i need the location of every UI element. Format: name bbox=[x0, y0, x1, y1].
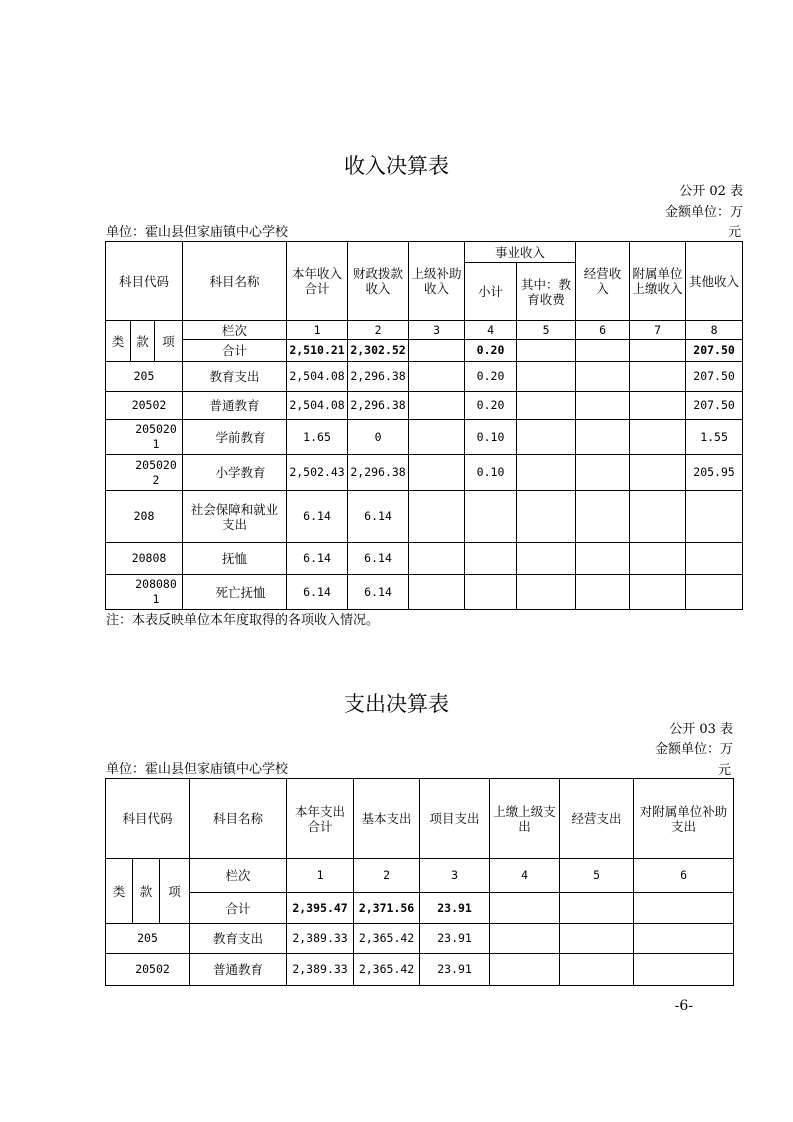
income-label-xiang: 项 bbox=[155, 321, 183, 362]
income-title: 收入决算表 bbox=[344, 154, 449, 178]
income-row-c4: 0.20 bbox=[465, 362, 517, 392]
income-row-code: 205 bbox=[106, 362, 183, 392]
income-row-c4 bbox=[465, 491, 517, 543]
expense-label-lei: 类 bbox=[106, 859, 133, 924]
expense-unit-label: 金额单位：万 bbox=[654, 742, 733, 757]
expense-row-name: 教育支出 bbox=[190, 924, 287, 954]
expense-row-code: 20502 bbox=[106, 954, 190, 986]
table-row bbox=[106, 420, 743, 455]
expense-title: 支出决算表 bbox=[344, 692, 449, 716]
income-row-code: 20502 bbox=[106, 392, 183, 420]
income-colnum: 2 bbox=[348, 321, 409, 340]
income-row-c8: 207.50 bbox=[686, 392, 743, 420]
expense-row-c3: 23.91 bbox=[420, 954, 490, 986]
income-total-row bbox=[106, 340, 743, 362]
income-row-c4: 0.10 bbox=[465, 420, 517, 455]
income-row-c1: 2,502.43 bbox=[287, 455, 348, 491]
expense-label-xiang: 项 bbox=[160, 859, 190, 924]
expense-row-c2: 2,365.42 bbox=[354, 924, 420, 954]
income-row-c1: 6.14 bbox=[287, 543, 348, 575]
table-row bbox=[106, 392, 743, 420]
table-row bbox=[106, 455, 743, 491]
income-header-other: 其他收入 bbox=[686, 242, 743, 321]
income-unit-label: 金额单位：万 bbox=[664, 205, 743, 220]
income-header-subtotal: 小计 bbox=[465, 263, 517, 321]
expense-header-operating: 经营支出 bbox=[560, 779, 634, 859]
income-total-c4: 0.20 bbox=[465, 340, 517, 362]
income-colnum-row bbox=[106, 321, 743, 340]
income-header-operating: 经营收入 bbox=[576, 242, 630, 321]
expense-form-no: 公开 03 表 bbox=[669, 722, 733, 737]
table-row bbox=[106, 362, 743, 392]
expense-row-code: 205 bbox=[106, 924, 190, 954]
income-table bbox=[105, 241, 743, 610]
expense-colnum: 5 bbox=[560, 859, 634, 893]
income-row-c8: 1.55 bbox=[686, 420, 743, 455]
income-row-c2: 6.14 bbox=[348, 575, 409, 610]
expense-colnum-row bbox=[106, 859, 734, 893]
income-row-name: 社会保障和就业支出 bbox=[183, 491, 287, 543]
income-header-name: 科目名称 bbox=[183, 242, 287, 321]
table-row bbox=[106, 924, 734, 954]
expense-row-c2: 2,365.42 bbox=[354, 954, 420, 986]
income-total-c1: 2,510.21 bbox=[287, 340, 348, 362]
income-row-c4 bbox=[465, 575, 517, 610]
income-row-c1: 1.65 bbox=[287, 420, 348, 455]
income-total-c8: 207.50 bbox=[686, 340, 743, 362]
expense-org: 单位：霍山县但家庙镇中心学校 bbox=[106, 762, 289, 777]
expense-total-row bbox=[106, 893, 734, 924]
table-row bbox=[106, 575, 743, 610]
income-row-c2: 6.14 bbox=[348, 491, 409, 543]
income-row-code: 2050201 bbox=[106, 420, 183, 455]
table-row bbox=[106, 543, 743, 575]
income-row-code: 2050202 bbox=[106, 455, 183, 491]
income-row-c4 bbox=[465, 543, 517, 575]
income-colnum: 7 bbox=[630, 321, 686, 340]
table-row bbox=[106, 491, 743, 543]
income-total-c2: 2,302.52 bbox=[348, 340, 409, 362]
expense-colnum: 3 bbox=[420, 859, 490, 893]
income-row-code: 2080801 bbox=[106, 575, 183, 610]
income-org: 单位：霍山县但家庙镇中心学校 bbox=[106, 225, 289, 240]
expense-colnum: 4 bbox=[490, 859, 560, 893]
expense-header-remit: 上缴上级支出 bbox=[490, 779, 560, 859]
income-row-c1: 6.14 bbox=[287, 575, 348, 610]
income-row-c8: 207.50 bbox=[686, 362, 743, 392]
page-number: -6- bbox=[674, 998, 693, 1014]
expense-label-kuan: 款 bbox=[133, 859, 160, 924]
income-header-row-1 bbox=[106, 242, 743, 263]
income-header-affiliated: 附属单位上缴收入 bbox=[630, 242, 686, 321]
income-row-name: 普通教育 bbox=[183, 392, 287, 420]
income-label-kuan: 款 bbox=[131, 321, 155, 362]
expense-total-c2: 2,371.56 bbox=[354, 893, 420, 924]
income-row-c2: 2,296.38 bbox=[348, 455, 409, 491]
expense-header-code: 科目代码 bbox=[106, 779, 190, 859]
expense-colnum: 1 bbox=[287, 859, 354, 893]
income-row-c4: 0.10 bbox=[465, 455, 517, 491]
table-row bbox=[106, 954, 734, 986]
income-total-label: 合计 bbox=[183, 340, 287, 362]
expense-header-name: 科目名称 bbox=[190, 779, 287, 859]
income-header-edu-fee: 其中：教育收费 bbox=[517, 263, 576, 321]
income-colnum: 5 bbox=[517, 321, 576, 340]
expense-label-lanci: 栏次 bbox=[190, 859, 287, 893]
income-row-c1: 6.14 bbox=[287, 491, 348, 543]
expense-row-c3: 23.91 bbox=[420, 924, 490, 954]
income-header-total: 本年收入合计 bbox=[287, 242, 348, 321]
expense-total-label: 合计 bbox=[190, 893, 287, 924]
income-row-code: 208 bbox=[106, 491, 183, 543]
expense-total-c1: 2,395.47 bbox=[287, 893, 354, 924]
income-colnum: 1 bbox=[287, 321, 348, 340]
income-row-c1: 2,504.08 bbox=[287, 362, 348, 392]
income-row-code: 20808 bbox=[106, 543, 183, 575]
income-unit-cont: 元 bbox=[727, 225, 741, 240]
income-colnum: 4 bbox=[465, 321, 517, 340]
expense-header-project: 项目支出 bbox=[420, 779, 490, 859]
expense-header-row bbox=[106, 779, 734, 859]
income-header-fiscal: 财政拨款收入 bbox=[348, 242, 409, 321]
income-label-lei: 类 bbox=[106, 321, 131, 362]
income-row-name: 死亡抚恤 bbox=[183, 575, 287, 610]
income-colnum: 3 bbox=[409, 321, 465, 340]
income-form-no: 公开 02 表 bbox=[679, 184, 743, 199]
income-row-name: 学前教育 bbox=[183, 420, 287, 455]
income-row-c8 bbox=[686, 575, 743, 610]
income-row-name: 教育支出 bbox=[183, 362, 287, 392]
income-row-c8 bbox=[686, 491, 743, 543]
income-note: 注：本表反映单位本年度取得的各项收入情况。 bbox=[106, 613, 380, 628]
income-row-c8: 205.95 bbox=[686, 455, 743, 491]
income-row-c2: 0 bbox=[348, 420, 409, 455]
expense-row-name: 普通教育 bbox=[190, 954, 287, 986]
income-row-c8 bbox=[686, 543, 743, 575]
expense-row-c1: 2,389.33 bbox=[287, 924, 354, 954]
income-row-name: 小学教育 bbox=[183, 455, 287, 491]
expense-colnum: 6 bbox=[634, 859, 734, 893]
expense-colnum: 2 bbox=[354, 859, 420, 893]
income-row-c4: 0.20 bbox=[465, 392, 517, 420]
income-row-c2: 6.14 bbox=[348, 543, 409, 575]
income-header-business: 事业收入 bbox=[465, 242, 576, 263]
expense-header-subsidy: 对附属单位补助支出 bbox=[634, 779, 734, 859]
income-colnum: 6 bbox=[576, 321, 630, 340]
expense-row-c1: 2,389.33 bbox=[287, 954, 354, 986]
income-row-c1: 2,504.08 bbox=[287, 392, 348, 420]
income-colnum: 8 bbox=[686, 321, 743, 340]
expense-total-c3: 23.91 bbox=[420, 893, 490, 924]
expense-header-basic: 基本支出 bbox=[354, 779, 420, 859]
income-label-lanci: 栏次 bbox=[183, 321, 287, 340]
income-row-name: 抚恤 bbox=[183, 543, 287, 575]
income-header-code: 科目代码 bbox=[106, 242, 183, 321]
income-row-c2: 2,296.38 bbox=[348, 362, 409, 392]
expense-table bbox=[105, 778, 734, 986]
income-header-superior: 上级补助收入 bbox=[409, 242, 465, 321]
expense-unit-cont: 元 bbox=[717, 763, 731, 778]
income-row-c2: 2,296.38 bbox=[348, 392, 409, 420]
expense-header-total: 本年支出合计 bbox=[287, 779, 354, 859]
